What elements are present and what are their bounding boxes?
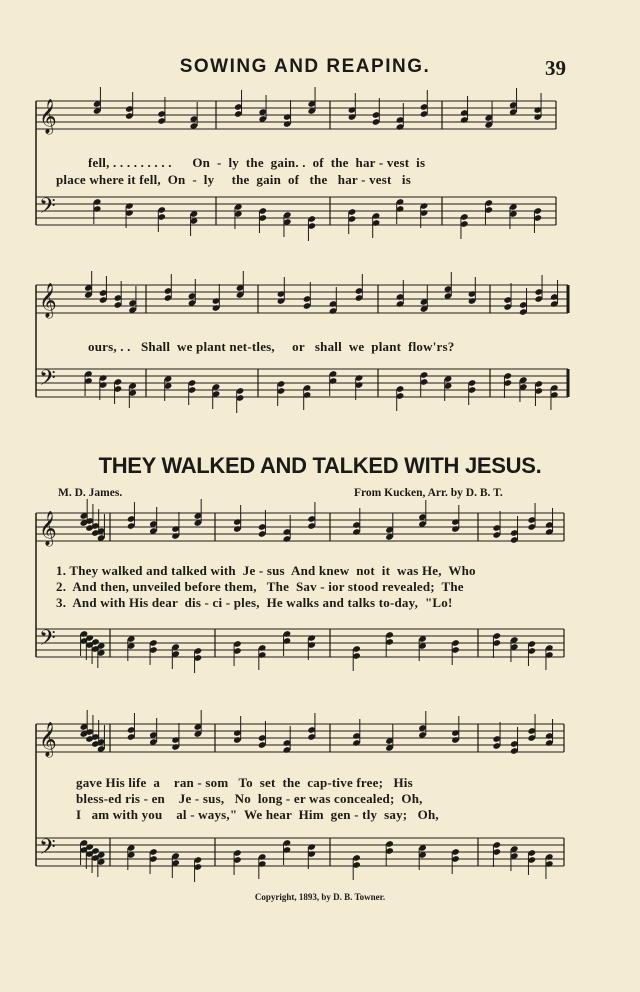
lyric-line: 3. And with His dear dis - ci - ples, He walks and talks to-day, "Lo! <box>56 595 453 610</box>
bass-clef-icon: 𝄢 <box>39 835 56 865</box>
page-header-title: SOWING AND REAPING. <box>179 56 431 77</box>
lyric-line: ours, . . Shall we plant net-tles, or shall we plant flow'rs? <box>88 339 455 354</box>
lyric-line: fell, . . . . . . . . . On - ly the gain. . of the har - vest is <box>88 155 426 170</box>
lyric-line: 2. And then, unveiled before them, The Sav - ior stood revealed; The <box>56 579 464 594</box>
lyric-line: place where it fell, On - ly the gain of the har - vest is <box>56 172 411 187</box>
bass-clef-icon: 𝄢 <box>39 626 56 656</box>
hymn-arranger: From Kucken, Arr. by D. B. T. <box>354 487 503 499</box>
treble-clef-icon: 𝄞 <box>39 99 57 134</box>
copyright-notice: Copyright, 1893, by D. B. Towner. <box>254 892 386 902</box>
page-number: 39 <box>545 56 566 80</box>
treble-clef-icon: 𝄞 <box>39 283 57 318</box>
bass-clef-icon: 𝄢 <box>39 194 56 224</box>
lyric-line: bless-ed ris - en Je - sus, No long - er was concealed; Oh, <box>76 791 423 806</box>
hymn-title: THEY WALKED AND TALKED WITH JESUS. <box>98 453 542 478</box>
treble-clef-icon: 𝄞 <box>39 722 57 757</box>
hymn-author: M. D. James. <box>58 487 123 499</box>
lyric-line: 1. They walked and talked with Je - sus And knew not it was He, Who <box>56 563 476 578</box>
bass-clef-icon: 𝄢 <box>39 366 56 396</box>
treble-clef-icon: 𝄞 <box>39 511 57 546</box>
lyric-line: gave His life a ran - som To set the cap-tive free; His <box>76 775 413 790</box>
lyric-line: I am with you al - ways," We hear Him gen - tly say; Oh, <box>76 807 439 822</box>
